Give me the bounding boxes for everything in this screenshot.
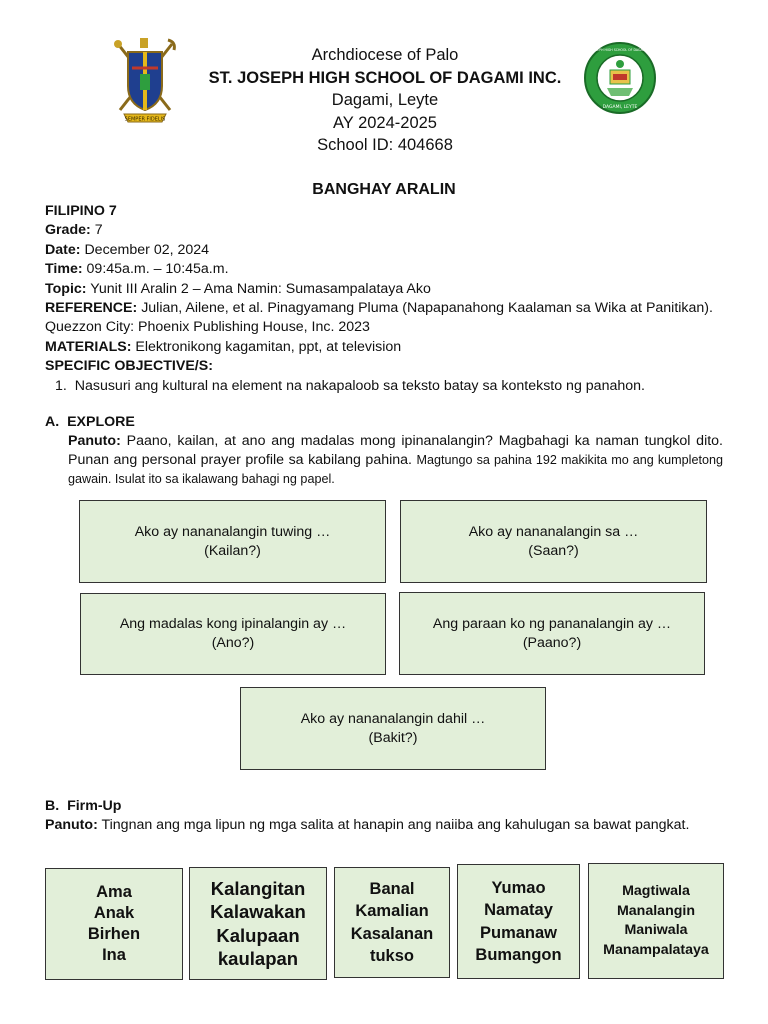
- date-label: Date:: [45, 241, 81, 258]
- firmup-panuto-text: Tingnan ang mga lipun ng mga salita at hanapin ang naiiba ang kahulugan sa bawat pangkat.: [101, 817, 690, 833]
- explore-panuto-note: Magtungo sa pahina 192 makikita mo ang kumpletong gawain. Isulat ito sa ikalawang bahagi ng papel.: [68, 453, 723, 486]
- archdiocese-crest-logo: [110, 38, 180, 128]
- word-item: Anak: [93, 904, 135, 922]
- topic-value: Yunit III Aralin 2 – Ama Namin: Sumasampalataya Ako: [90, 280, 431, 297]
- prayer-box-paano: [399, 592, 705, 675]
- reference-label: REFERENCE:: [45, 300, 138, 317]
- prayer-box-question: (Bakit?): [368, 729, 418, 746]
- prayer-box-question: (Paano?): [522, 634, 582, 651]
- seal-ring-text: ST. JOSEPH HIGH SCHOOL OF DAGAMI INC.: [586, 48, 654, 52]
- school-id: School ID: 404668: [317, 136, 453, 154]
- firmup-heading: B. Firm-Up: [45, 798, 122, 814]
- school-header: [180, 44, 590, 157]
- objective-item: 1. Nasusuri ang kultural na element na nakapaloob sa teksto batay sa konteksto ng panahon.: [55, 377, 645, 394]
- materials-value: Elektronikong kagamitan, ppt, at television: [135, 338, 402, 355]
- time-value: 09:45a.m. – 10:45a.m.: [86, 261, 229, 278]
- date-value: December 02, 2024: [84, 241, 210, 258]
- prayer-box-prompt: Ako ay nananalangin dahil …: [300, 710, 486, 727]
- lesson-info: [45, 202, 725, 396]
- grade-label: Grade:: [45, 222, 91, 239]
- word-item: Bumangon: [475, 946, 562, 964]
- word-item: Ina: [102, 946, 126, 964]
- word-item: Birhen: [87, 925, 141, 943]
- prayer-box-question: (Ano?): [211, 635, 255, 651]
- firmup-section: [45, 797, 723, 835]
- explore-panuto-text: Paano, kailan, at ano ang madalas mong ipinanalangin? Magbahagi ka naman tungkol dito. Punan ang personal prayer profile sa kabilang pahina.: [68, 433, 723, 468]
- word-item: Manampalataya: [603, 941, 709, 958]
- time-label: Time:: [45, 261, 83, 278]
- school-location: Dagami, Leyte: [331, 91, 439, 109]
- word-group-5: [588, 863, 724, 979]
- word-item: Kalawakan: [210, 901, 306, 922]
- word-item: Banal: [369, 879, 415, 898]
- explore-section: [45, 413, 723, 489]
- school-name: ST. JOSEPH HIGH SCHOOL OF DAGAMI INC.: [208, 68, 562, 87]
- prayer-box-question: (Kailan?): [204, 542, 261, 559]
- school-seal-logo: [583, 40, 657, 116]
- word-item: tukso: [369, 947, 414, 965]
- prayer-box-prompt: Ang madalas kong ipinalangin ay …: [119, 616, 347, 632]
- subject: FILIPINO 7: [45, 203, 117, 219]
- prayer-box-ano: [80, 593, 386, 675]
- prayer-box-bakit: [240, 687, 546, 770]
- page-title: BANGHAY ARALIN: [312, 181, 456, 198]
- word-item: Namatay: [484, 901, 553, 919]
- topic-label: Topic:: [45, 280, 87, 297]
- word-item: Magtiwala: [622, 883, 690, 899]
- word-item: Manalangin: [616, 902, 696, 919]
- crest-banner-text: SEMPER FIDELIS: [124, 116, 166, 123]
- academic-year: AY 2024-2025: [333, 113, 437, 132]
- prayer-box-kailan: [79, 500, 386, 583]
- word-item: Yumao: [491, 878, 546, 897]
- word-item: Maniwala: [624, 922, 688, 938]
- objectives-label: SPECIFIC OBJECTIVE/S:: [45, 358, 213, 375]
- materials-label: MATERIALS:: [45, 338, 132, 355]
- word-item: kaulapan: [217, 948, 299, 969]
- word-group-1: [45, 868, 183, 980]
- prayer-box-prompt: Ang paraan ko ng pananalangin ay …: [432, 615, 672, 632]
- prayer-box-prompt: Ako ay nananalangin sa …: [468, 523, 639, 540]
- word-group-3: [334, 867, 450, 978]
- prayer-box-saan: [400, 500, 707, 583]
- reference-value: Julian, Ailene, et al. Pinagyamang Pluma (Napapanahong Kaalaman sa Wika at Panitikan). Quezzon City: Phoenix Publishing House, Inc. 2023: [45, 300, 713, 336]
- firmup-panuto-label: Panuto:: [45, 817, 98, 833]
- word-item: Ama: [96, 883, 132, 901]
- word-group-4: [457, 864, 580, 979]
- word-item: Kalangitan: [210, 877, 306, 899]
- word-item: Kasalanan: [350, 924, 434, 943]
- word-group-2: [189, 867, 327, 980]
- word-item: Kamalian: [355, 902, 429, 920]
- grade-value: 7: [94, 222, 103, 239]
- archdiocese-name: Archdiocese of Palo: [311, 46, 459, 64]
- prayer-box-prompt: Ako ay nananalangin tuwing …: [134, 523, 331, 540]
- explore-heading: A. EXPLORE: [45, 414, 135, 430]
- explore-panuto-label: Panuto:: [68, 433, 121, 449]
- word-item: Kalupaan: [216, 924, 300, 946]
- seal-bottom-text: DAGAMI, LEYTE: [602, 105, 638, 110]
- word-item: Pumanaw: [479, 923, 558, 942]
- prayer-box-question: (Saan?): [528, 542, 579, 559]
